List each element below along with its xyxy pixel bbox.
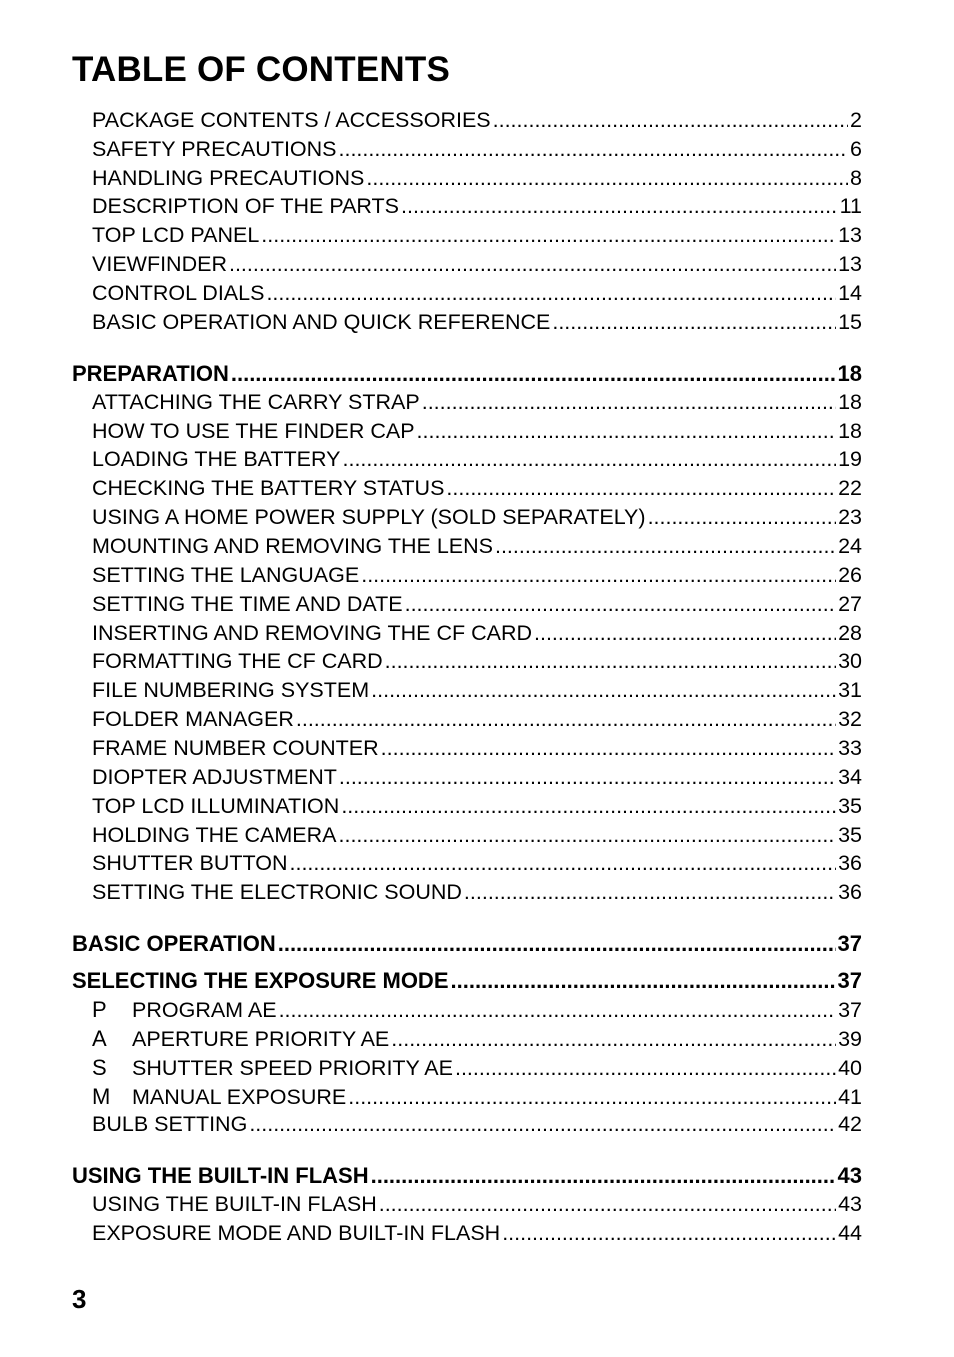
toc-entry-page: 18 bbox=[838, 419, 862, 443]
toc-entry-page: 43 bbox=[838, 1192, 862, 1216]
dot-leader bbox=[502, 1219, 836, 1248]
toc-entry[interactable] bbox=[92, 792, 862, 821]
toc-entry-label: MOUNTING AND REMOVING THE LENS bbox=[92, 534, 493, 558]
toc-entry[interactable] bbox=[92, 878, 862, 907]
toc-entry-label: DESCRIPTION OF THE PARTS bbox=[92, 194, 400, 218]
exposure-mode-symbol: S bbox=[92, 1055, 107, 1080]
toc-entry-page: 36 bbox=[838, 851, 862, 875]
toc-entry-label: PREPARATION bbox=[72, 361, 229, 386]
toc-entry-page: 23 bbox=[838, 505, 862, 529]
toc-entry-label: TOP LCD PANEL bbox=[92, 223, 260, 247]
toc-entry[interactable] bbox=[92, 590, 862, 619]
dot-leader bbox=[366, 164, 848, 193]
toc-entry[interactable] bbox=[92, 503, 862, 532]
toc-entry-page: 30 bbox=[838, 649, 862, 673]
toc-entry-page: 37 bbox=[837, 931, 862, 956]
dot-leader bbox=[343, 445, 837, 474]
toc-entry[interactable] bbox=[92, 763, 862, 792]
toc-entry-label: DIOPTER ADJUSTMENT bbox=[92, 765, 337, 789]
toc-entry-page: 43 bbox=[837, 1163, 862, 1188]
dot-leader bbox=[417, 417, 837, 446]
toc-entry-page: 24 bbox=[838, 534, 862, 558]
dot-leader bbox=[341, 792, 836, 821]
dot-leader bbox=[339, 763, 836, 792]
toc-entry-label: SETTING THE TIME AND DATE bbox=[92, 592, 403, 616]
dot-leader bbox=[379, 1190, 836, 1219]
toc-section-entry[interactable] bbox=[72, 966, 862, 995]
toc-entry-page: 34 bbox=[838, 765, 862, 789]
toc-entry-page: 6 bbox=[850, 137, 862, 161]
dot-leader bbox=[348, 1083, 836, 1112]
toc-entry-label: FILE NUMBERING SYSTEM bbox=[92, 678, 370, 702]
exposure-mode-symbol: P bbox=[92, 997, 107, 1022]
dot-leader bbox=[381, 734, 836, 763]
page-number: 3 bbox=[72, 1284, 87, 1314]
dot-leader bbox=[534, 619, 836, 648]
toc-entry-page: 2 bbox=[850, 108, 862, 132]
toc-entry-page: 26 bbox=[838, 563, 862, 587]
dot-leader bbox=[493, 106, 848, 135]
toc-entry-page: 37 bbox=[837, 968, 862, 993]
dot-leader bbox=[422, 388, 836, 417]
toc-entry[interactable] bbox=[92, 308, 862, 337]
toc-entry[interactable] bbox=[92, 1110, 862, 1139]
toc-entry-page: 13 bbox=[838, 252, 862, 276]
toc-entry-page: 11 bbox=[839, 194, 862, 218]
toc-entry-label: INSERTING AND REMOVING THE CF CARD bbox=[92, 621, 533, 645]
toc-entry-page: 44 bbox=[838, 1221, 862, 1245]
toc-entry-page: 40 bbox=[838, 1056, 862, 1080]
toc-entry[interactable] bbox=[92, 676, 862, 705]
dot-leader bbox=[495, 532, 836, 561]
toc-section-entry[interactable] bbox=[72, 929, 862, 958]
toc-entry[interactable] bbox=[92, 1082, 862, 1111]
dot-leader bbox=[371, 676, 836, 705]
dot-leader bbox=[391, 1025, 836, 1054]
toc-entry-page: 39 bbox=[838, 1027, 862, 1051]
toc-entry[interactable] bbox=[92, 192, 862, 221]
dot-leader bbox=[455, 1054, 836, 1083]
toc-entry-label: TOP LCD ILLUMINATION bbox=[92, 794, 340, 818]
page-title: TABLE OF CONTENTS bbox=[72, 50, 451, 89]
toc-entry[interactable] bbox=[92, 995, 862, 1024]
toc-section-entry[interactable] bbox=[72, 1161, 862, 1190]
toc-entry-page: 8 bbox=[850, 166, 862, 190]
dot-leader bbox=[249, 1110, 836, 1139]
toc-entry[interactable] bbox=[92, 561, 862, 590]
toc-entry[interactable] bbox=[92, 1053, 862, 1082]
toc-entry-page: 18 bbox=[838, 390, 862, 414]
toc-entry-label: ATTACHING THE CARRY STRAP bbox=[92, 390, 420, 414]
toc-entry[interactable] bbox=[92, 647, 862, 676]
toc-entry-label: FRAME NUMBER COUNTER bbox=[92, 736, 379, 760]
exposure-mode-symbol: A bbox=[92, 1026, 107, 1051]
toc-entry-label: HOW TO USE THE FINDER CAP bbox=[92, 419, 415, 443]
toc-entry[interactable] bbox=[92, 705, 862, 734]
dot-leader bbox=[339, 821, 837, 850]
toc-entry-page: 36 bbox=[838, 880, 862, 904]
toc-entry-label: APERTURE PRIORITY AE bbox=[132, 1027, 390, 1051]
toc-entry[interactable] bbox=[92, 250, 862, 279]
toc-entry-label: BASIC OPERATION bbox=[72, 931, 276, 956]
toc-entry-label: HANDLING PRECAUTIONS bbox=[92, 166, 365, 190]
toc-entry-label: FOLDER MANAGER bbox=[92, 707, 294, 731]
toc-entry-label: SHUTTER SPEED PRIORITY AE bbox=[132, 1056, 453, 1080]
toc-entry[interactable] bbox=[92, 279, 862, 308]
dot-leader bbox=[401, 192, 838, 221]
toc-entry-page: 27 bbox=[838, 592, 862, 616]
dot-leader bbox=[648, 503, 837, 532]
dot-leader bbox=[339, 135, 849, 164]
dot-leader bbox=[451, 966, 836, 995]
toc-entry[interactable] bbox=[92, 445, 862, 474]
toc-entry-page: 31 bbox=[838, 678, 862, 702]
toc-entry[interactable] bbox=[92, 532, 862, 561]
toc-entry[interactable] bbox=[92, 164, 862, 193]
dot-leader bbox=[261, 221, 836, 250]
dot-leader bbox=[231, 359, 836, 388]
toc-entry-page: 15 bbox=[838, 310, 862, 334]
toc-entry[interactable] bbox=[92, 1190, 862, 1219]
toc-entry-page: 41 bbox=[838, 1085, 862, 1109]
toc-entry-label: PACKAGE CONTENTS / ACCESSORIES bbox=[92, 108, 491, 132]
toc-entry[interactable] bbox=[92, 474, 862, 503]
toc-entry-label: BASIC OPERATION AND QUICK REFERENCE bbox=[92, 310, 551, 334]
dot-leader bbox=[266, 279, 836, 308]
exposure-mode-symbol: M bbox=[92, 1084, 111, 1109]
dot-leader bbox=[385, 647, 836, 676]
toc-entry-label: SAFETY PRECAUTIONS bbox=[92, 137, 337, 161]
toc-entry-label: USING A HOME POWER SUPPLY (SOLD SEPARATELY) bbox=[92, 505, 646, 529]
dot-leader bbox=[290, 849, 837, 878]
toc-entry-page: 35 bbox=[838, 823, 862, 847]
toc-entry-label: MANUAL EXPOSURE bbox=[132, 1085, 347, 1109]
toc-entry-page: 19 bbox=[838, 447, 862, 471]
toc-entry-page: 28 bbox=[838, 621, 862, 645]
toc-entry-label: CHECKING THE BATTERY STATUS bbox=[92, 476, 445, 500]
toc-entry[interactable] bbox=[92, 1024, 862, 1053]
dot-leader bbox=[278, 929, 836, 958]
toc-entry-label: SETTING THE ELECTRONIC SOUND bbox=[92, 880, 462, 904]
dot-leader bbox=[361, 561, 836, 590]
toc-entry[interactable] bbox=[92, 734, 862, 763]
toc-entry-label: FORMATTING THE CF CARD bbox=[92, 649, 383, 673]
toc-entry-page: 13 bbox=[838, 223, 862, 247]
toc-entry-label: SETTING THE LANGUAGE bbox=[92, 563, 360, 587]
dot-leader bbox=[371, 1161, 836, 1190]
toc-entry[interactable] bbox=[92, 388, 862, 417]
toc-entry-label: EXPOSURE MODE AND BUILT-IN FLASH bbox=[92, 1221, 501, 1245]
toc-entry[interactable] bbox=[92, 619, 862, 648]
toc-section-entry[interactable] bbox=[72, 359, 862, 388]
toc-entry-label: PROGRAM AE bbox=[132, 998, 277, 1022]
toc-entry-page: 33 bbox=[838, 736, 862, 760]
toc-entry[interactable] bbox=[92, 1219, 862, 1248]
toc-entry-label: SHUTTER BUTTON bbox=[92, 851, 288, 875]
toc-entry-page: 35 bbox=[838, 794, 862, 818]
toc-entry[interactable] bbox=[92, 417, 862, 446]
toc-entry[interactable] bbox=[92, 849, 862, 878]
toc-entry-page: 18 bbox=[837, 361, 862, 386]
toc-entry-page: 42 bbox=[838, 1112, 862, 1136]
dot-leader bbox=[405, 590, 836, 619]
dot-leader bbox=[296, 705, 836, 734]
toc-entry-page: 37 bbox=[838, 998, 862, 1022]
toc-entry-page: 22 bbox=[838, 476, 862, 500]
dot-leader bbox=[229, 250, 836, 279]
toc-entry-page: 32 bbox=[838, 707, 862, 731]
toc-entry-label: SELECTING THE EXPOSURE MODE bbox=[72, 968, 449, 993]
toc-entry-label: CONTROL DIALS bbox=[92, 281, 265, 305]
dot-leader bbox=[552, 308, 836, 337]
toc-entry[interactable] bbox=[92, 106, 862, 135]
toc-entry-page: 14 bbox=[838, 281, 862, 305]
toc-entry-label: HOLDING THE CAMERA bbox=[92, 823, 337, 847]
toc-entry-label: USING THE BUILT-IN FLASH bbox=[92, 1192, 377, 1216]
toc-entry-label: BULB SETTING bbox=[92, 1112, 248, 1136]
toc-entry[interactable] bbox=[92, 821, 862, 850]
toc-entry[interactable] bbox=[92, 221, 862, 250]
toc-entry-label: USING THE BUILT-IN FLASH bbox=[72, 1163, 369, 1188]
toc-entry-label: VIEWFINDER bbox=[92, 252, 227, 276]
dot-leader bbox=[464, 878, 836, 907]
dot-leader bbox=[279, 996, 837, 1025]
dot-leader bbox=[446, 474, 836, 503]
toc-entry[interactable] bbox=[92, 135, 862, 164]
toc-entry-label: LOADING THE BATTERY bbox=[92, 447, 341, 471]
